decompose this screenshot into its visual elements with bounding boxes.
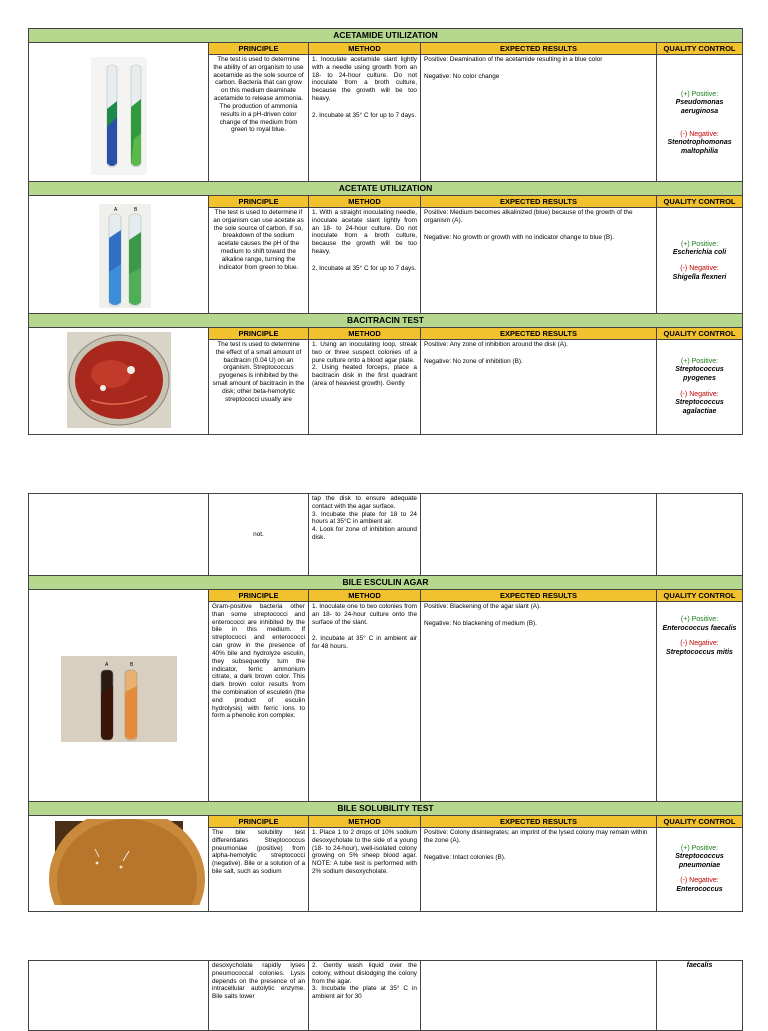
qc-negative-label: (-) Negative: [680,265,719,272]
qc-cell [657,828,743,912]
bile-solubility-continuation [28,960,743,1031]
expected-text [421,208,657,316]
qc-cell [657,602,743,802]
acetamide-image-cell [29,43,209,193]
method-header: METHOD [309,196,421,208]
empty-image-cell [29,961,209,1031]
bacitracin-continuation-row [29,494,743,576]
acetamide-tubes-image [31,47,207,185]
qc-negative-organism: Shigella flexneri [672,273,727,281]
method-header: METHOD [309,43,421,55]
bile-esculin-image-cell [29,590,209,802]
method-step-2: 2. Gently wash liquid over the colony, without dislodging the colony from the agar. [312,962,417,985]
expected-header: EXPECTED RESULTS [421,328,657,340]
bile-solubility-plate-image [31,819,207,905]
qc-cell [657,340,743,435]
method-step-2-cont: tap the disk to ensure adequate contact with the agar surface. [312,495,417,510]
qc-header: QUALITY CONTROL [657,816,743,828]
qc-positive-organism: Pseudomonas aeruginosa [675,99,724,115]
principle-text: The test is used to determine the effect of a small amount of bacitracin (0.04 U) on an organism. Streptococcus pyogenes is inhibited by the small amount of bacitracin in the disk; other beta-hemolytic streptococci usually are [209,340,309,435]
bile-esculin-tubes-image [31,594,207,794]
principle-header: PRINCIPLE [209,816,309,828]
method-step-4: 4. Look for zone of inhibition around disk. [312,526,417,542]
method-step-2: 2. Using heated forceps, place a bacitracin disk in the first quadrant (area of heaviest growth). Gently [312,364,417,388]
expected-continuation [421,494,657,576]
qc-negative-label: (-) Negative: [680,130,719,138]
qc-negative-label: (-) Negative: [680,640,719,648]
empty-image-cell [29,494,209,576]
expected-text [421,828,657,912]
expected-positive: Positive: Blackening of the agar slant (A). [424,603,541,610]
method-step-2: 2. Incubate at 35° C for up to 7 days. [312,111,417,119]
bile-solubility-image-cell [29,816,209,912]
method-text: 1. Place 1 to 2 drops of 10% sodium desoxycholate to the side of a young (18- to 24-hour), well-isolated colony growing on 5% sheep blood agar. NOTE: A tube test is performed with 2% sodium desoxycholate. [309,828,421,912]
method-header: METHOD [309,328,421,340]
qc-header: QUALITY CONTROL [657,43,743,55]
tube-b-label: B [133,207,137,214]
method-header: METHOD [309,590,421,602]
qc-positive-label: (+) Positive: [680,240,719,248]
expected-header: EXPECTED RESULTS [421,590,657,602]
expected-continuation [421,961,657,1031]
expected-text [421,55,657,193]
principle-header: PRINCIPLE [209,328,309,340]
expected-positive: Positive: Medium becomes alkalinized (blue) because of the growth of the organism (A). [424,209,633,224]
method-text [309,602,421,802]
qc-positive-organism: Streptococcus pneumoniae [675,853,724,869]
principle-text: The test is used to determine the ability of an organism to use acetamide as the sole source of carbon. Bacteria that can grow on this medium deaminate acetamide to release ammonia. The production of ammonia results in a pH-driven color change of the medium from green to royal blue. [209,55,309,193]
method-text [309,208,421,316]
expected-negative: Negative: Intact colonies (B). [424,853,506,861]
bacitracin-image-cell [29,328,209,435]
expected-header: EXPECTED RESULTS [421,816,657,828]
expected-negative: Negative: No blackening of medium (B). [424,619,537,627]
tube-b-label: B [129,662,133,669]
expected-header: EXPECTED RESULTS [421,43,657,55]
method-step-1: 1. Inoculate one to two colonies from an 18- to 24-hour culture onto the surface of the slant. [312,603,417,626]
expected-header: EXPECTED RESULTS [421,196,657,208]
qc-negative-organism: Streptococcus agalactiae [675,399,724,415]
tube-a-label: A [113,207,117,214]
expected-positive: Positive: Deamination of the acetamide resulting in a blue color [424,56,603,63]
method-header: METHOD [309,816,421,828]
method-step-3: 3. Incubate the plate for 18 to 24 hours at 35°C in ambient air. [312,510,417,526]
acetate-tubes-image [31,198,207,310]
qc-positive-label: (+) Positive: [680,357,719,365]
expected-positive: Positive: Any zone of inhibition around the disk (A). [424,341,568,348]
qc-negative-organism: Stenotrophomonas maltophilia [667,139,732,155]
qc-header: QUALITY CONTROL [657,590,743,602]
method-text [309,55,421,193]
bacitracin-section [28,313,743,435]
qc-cell [657,55,743,193]
qc-positive-organism: Escherichia coli [672,249,727,257]
qc-negative-label: (-) Negative: [680,390,719,398]
qc-positive-organism: Enterococcus faecalis [662,624,737,632]
qc-continuation [657,961,743,1031]
principle-text: Gram-positive bacteria other than some streptococci and enterococci are inhibited by the bile in this medium. If streptococci and enterococci can grow in the presence of 40% bile and hydrolyze esculin, they subsequently turn the indicator, ferric ammonium citrate, a dark brown color. This dark brown color results from the combination of esculetin (the end product of esculin hydrolysis) with ferric ions to form a phenolic iron complex. [209,602,309,802]
bacitracin-plate-image [31,330,207,430]
qc-negative-organism: Enterococcus [676,885,723,893]
principle-continuation: not. [209,494,309,576]
qc-cell [657,208,743,316]
expected-text [421,340,657,435]
qc-positive-label: (+) Positive: [680,844,719,852]
method-step-1: 1. With a straight inoculating needle, inoculate acetate slant lightly from an 18- to 24-hour culture. Do not inoculate from a broth culture, because the growth will be too heavy. [312,209,417,256]
expected-positive: Positive: Colony disintegrates; an imprint of the lysed colony may remain within the zone (A). [424,829,648,844]
acetate-image-cell [29,196,209,316]
principle-header: PRINCIPLE [209,43,309,55]
qc-negative-label: (-) Negative: [680,877,719,885]
qc-positive-label: (+) Positive: [680,90,719,98]
method-step-1: 1. Inoculate acetamide slant lightly with a needle using growth from an 18- to 24-hour culture. Do not inoculate from a broth culture, because the growth will be too heavy. [312,56,417,103]
principle-continuation: desoxycholate rapidly lyses pneumococcal colonies. Lysis depends on the presence of an intracellular autolytic enzyme. Bile salts lower [209,961,309,1031]
method-text [309,340,421,435]
expected-negative: Negative: No color change [424,72,500,80]
section-title: BILE ESCULIN AGAR [29,576,743,590]
acetate-section [28,181,743,316]
qc-header: QUALITY CONTROL [657,196,743,208]
principle-text: The test is used to determine if an organism can use acetate as the sole source of carbon. If so, breakdown of the sodium acetate causes the pH of the medium to shift toward the alkaline range, turning the indicator from green to blue. [209,208,309,316]
section-title: ACETAMIDE UTILIZATION [29,29,743,43]
qc-negative-organism-cont: faecalis [686,962,713,969]
section-title: BILE SOLUBILITY TEST [29,802,743,816]
method-continuation [309,961,421,1031]
principle-text: The bile solubility test differentiates Streptococcus pneumoniae (positive) from alpha-hemolytic streptococci (negative). Bile or a solution of a bile salt, such as sodium [209,828,309,912]
principle-header: PRINCIPLE [209,196,309,208]
tube-a-label: A [104,662,108,669]
section-title: ACETATE UTILIZATION [29,182,743,196]
expected-text [421,602,657,802]
section-title: BACITRACIN TEST [29,314,743,328]
method-step-2: 2. Incubate at 35° C in ambient air for 48 hours. [312,635,417,651]
qc-continuation [657,494,743,576]
method-step-1: 1. Using an inoculating loop, streak two or three suspect colonies of a pure culture onto a blood agar plate. [312,341,417,364]
qc-negative-organism: Streptococcus mitis [666,648,733,656]
method-continuation [309,494,421,576]
qc-header: QUALITY CONTROL [657,328,743,340]
expected-negative: Negative: No zone of inhibition (B). [424,357,523,365]
acetamide-section [28,28,743,193]
page-two-table [28,493,743,912]
qc-positive-organism: Streptococcus pyogenes [675,366,724,382]
method-step-3: 3. Incubate the plate at 35° C in ambient air for 30 [312,985,417,1001]
principle-header: PRINCIPLE [209,590,309,602]
method-step-2: 2. Incubate at 35° C for up to 7 days. [312,264,417,272]
expected-negative: Negative: No growth or growth with no indicator change to blue (B). [424,233,615,241]
qc-positive-label: (+) Positive: [680,616,719,623]
